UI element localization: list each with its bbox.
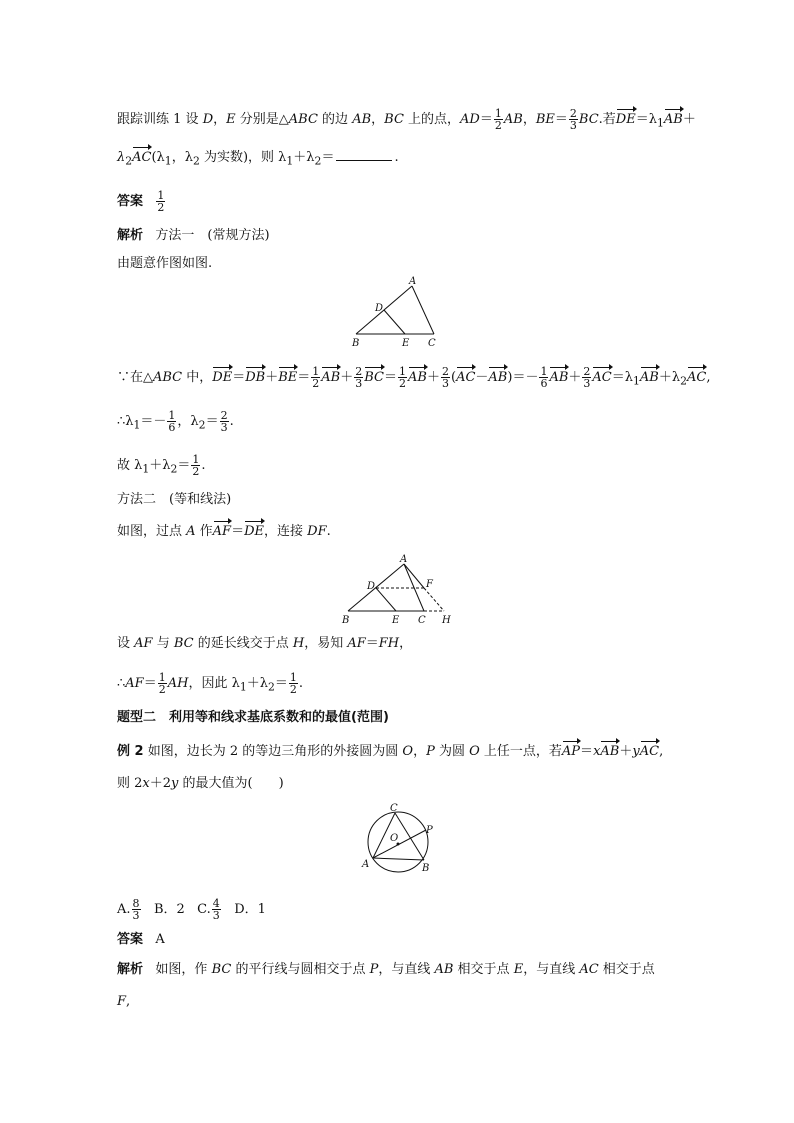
label-B: B xyxy=(352,338,360,349)
vector-AC: AC xyxy=(132,150,152,165)
label-C: C xyxy=(390,803,398,814)
label-D: D xyxy=(375,303,384,314)
equation-line: ∵在△ABC 中，DE＝DB＋BE＝ $\frac{1}{2}$ AB＋ $\frac{2}{3}$ BC＝ $\frac{1}{2}$ AB＋ $\frac{2}{3}$ (AC－AB)＝－ $\frac{1}{6}$ AB＋ $\frac{2}{3}$ $AC=\lambda_1AB+\lambda_2AC$, xyxy=(117,365,711,390)
answer-blank xyxy=(336,160,392,161)
method-2-heading: 方法二 (等和线法) xyxy=(117,492,232,507)
vector-AB: AB xyxy=(663,112,683,127)
label-E: E xyxy=(402,338,410,349)
label-B: B xyxy=(422,863,430,874)
label-C: C xyxy=(428,338,436,349)
example-2-line-1: 例 2 如图，边长为 2 的等边三角形的外接圆为圆 O，P 为圆 O 上任一点，若AP＝xAB＋yAC, xyxy=(117,744,664,759)
label-C: C xyxy=(418,615,426,626)
option-a: A. $\frac{8}{3}$ xyxy=(117,897,140,922)
option-b: B．2 xyxy=(153,902,185,917)
fraction: $\frac{2}{3}$ xyxy=(569,107,577,132)
option-c: C. $\frac{4}{3}$ xyxy=(197,897,220,922)
note-1: 由题意作图如图. xyxy=(117,256,213,271)
label-D: D xyxy=(367,581,376,592)
analysis-2-line-2: F, xyxy=(117,994,131,1009)
type-2-heading: 题型二 利用等和线求基底系数和的最值(范围) xyxy=(117,710,389,725)
vector-DE: DE xyxy=(615,112,636,127)
af-conclusion: ∴AF＝ $\frac{1}{2}$ AH，因此 $\lambda_1+\lambda_2=$ $\frac{1}{2}$ . xyxy=(117,671,304,696)
intersection-line: 设 AF 与 BC 的延长线交于点 H，易知 AF＝FH， xyxy=(117,636,413,651)
exercise-1-line-2: $\lambda_2AC(\lambda_1$，$\lambda_2$ 为实数)，则 $\lambda_1+\lambda_2=$ . xyxy=(117,150,399,168)
figure-triangle-1 xyxy=(340,274,450,350)
method-2-line: 如图，过点 A 作AF＝DE，连接 DF. xyxy=(117,524,331,539)
answer-2: 答案 A xyxy=(117,932,165,947)
fraction: $\frac{1}{2}$ xyxy=(494,107,502,132)
lambda-sum: 故 $\lambda_1+\lambda_2=$ $\frac{1}{2}$ . xyxy=(117,453,206,478)
label-A: A xyxy=(400,554,408,565)
analysis-1: 解析 方法一 (常规方法) xyxy=(117,228,270,243)
options xyxy=(117,898,266,921)
label-E: E xyxy=(392,615,400,626)
label-H: H xyxy=(442,615,451,626)
label-F: F xyxy=(426,579,433,590)
figure-triangle-2 xyxy=(336,552,466,628)
exercise-1-line-1: 跟踪训练 1 设 D，E 分别是△ABC 的边 AB，BC 上的点，AD＝ $\frac{1}{2}$ AB，BE＝ $\frac{2}{3}$ BC.若$DE=\lambda_1AB+$ xyxy=(117,107,696,132)
lambda-values: $\therefore\lambda_1=-$ $\frac{1}{6}$ ，$\lambda_2=$ $\frac{2}{3}$ . xyxy=(117,409,234,434)
analysis-2-line-1: 解析 如图，作 BC 的平行线与圆相交于点 P，与直线 AB 相交于点 E，与直线 AC 相交于点 xyxy=(117,962,655,977)
label-P: P xyxy=(426,825,433,836)
label-A: A xyxy=(362,859,370,870)
label-A: A xyxy=(409,276,417,287)
answer-1: 答案 $\frac{1}{2}$ xyxy=(117,189,165,214)
option-d: D．1 xyxy=(234,902,266,917)
label-B: B xyxy=(342,615,350,626)
figure-circle xyxy=(354,800,444,880)
example-2-line-2: 则 2x＋2y 的最大值为( ) xyxy=(117,776,284,791)
label-O: O xyxy=(390,833,399,844)
